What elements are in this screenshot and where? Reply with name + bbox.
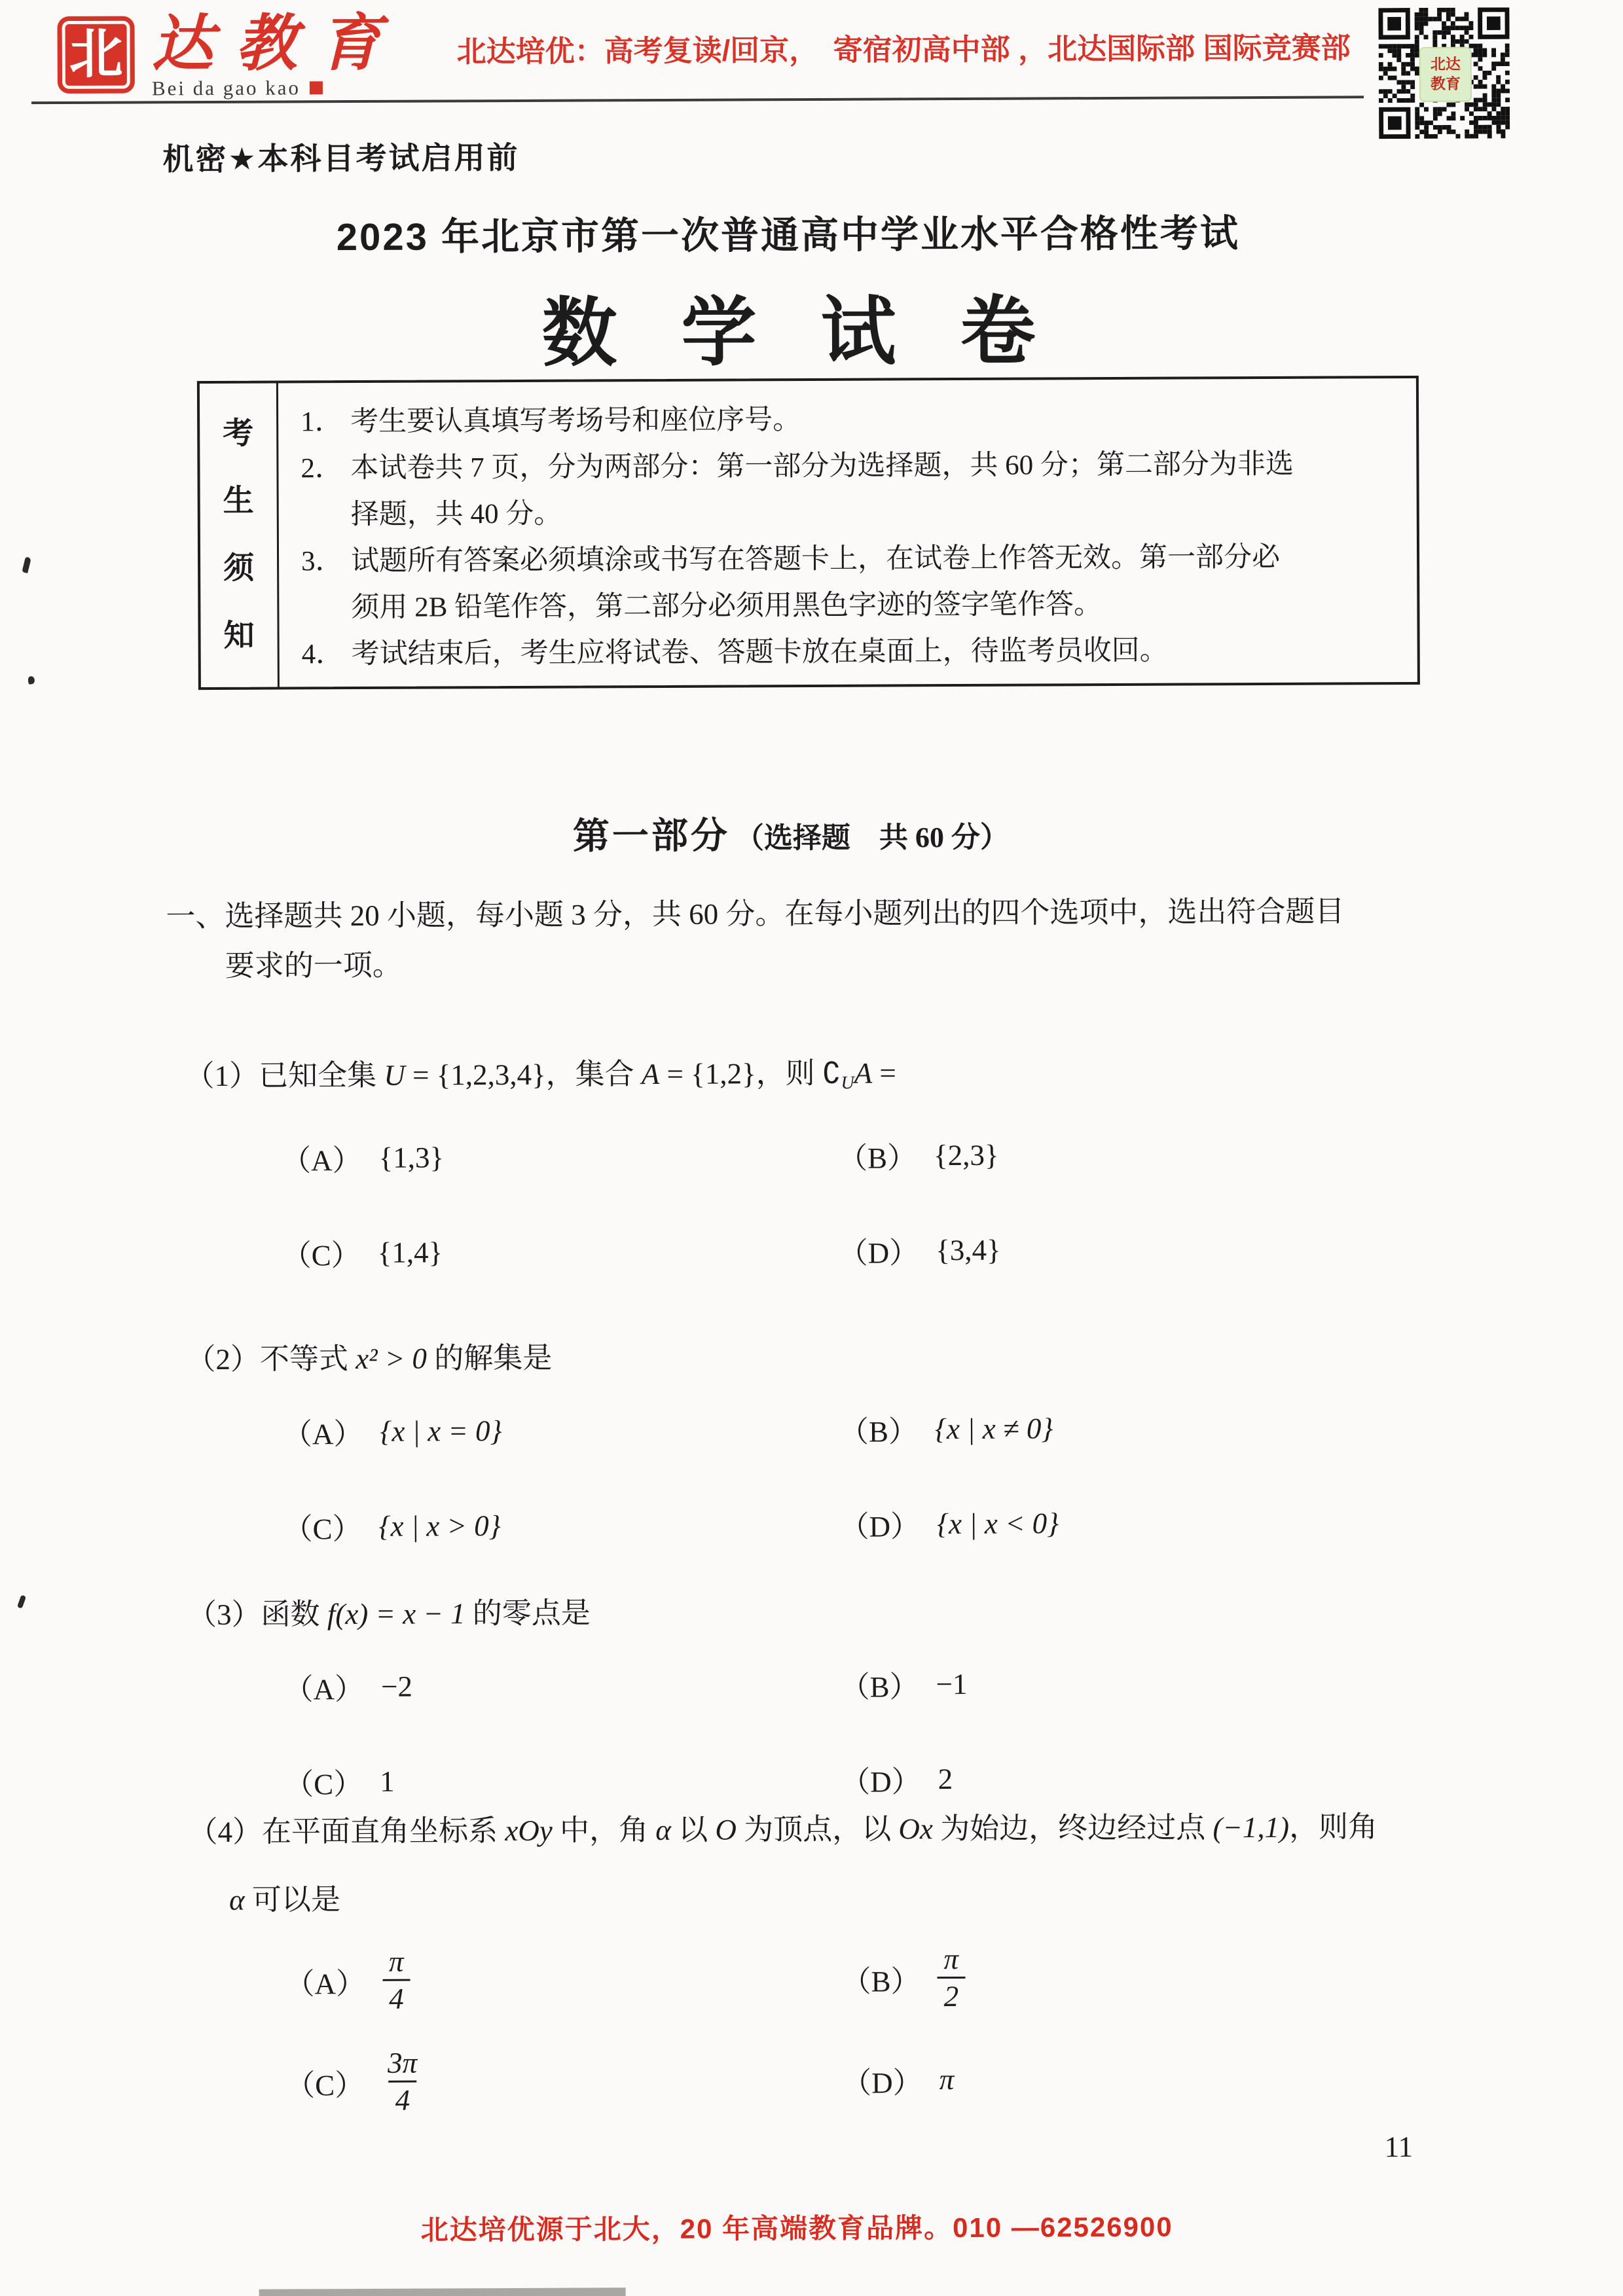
brand-square-icon	[310, 82, 323, 95]
notice-item-text	[350, 440, 1400, 538]
option	[841, 1940, 1623, 2015]
option-label: （D）	[838, 1236, 919, 1270]
option-label: （D）	[839, 1510, 921, 1544]
qr-label-line2: 教育	[1430, 75, 1461, 92]
header-tagline: 北达培优：高考复读/回京， 寄宿初高中部 ，北达国际部 国际竞赛部	[456, 31, 1351, 69]
option	[838, 1131, 1623, 1177]
notice-item-number: 1．	[301, 406, 343, 438]
notice-item-text	[350, 394, 1399, 445]
stem-line: （2）不等式 x² > 0 的解集是	[186, 1342, 553, 1376]
notice-line: 考试结束后，考生应将试卷、答题卡放在桌面上，待监考员收回。	[351, 635, 1168, 670]
fraction	[381, 2046, 424, 2117]
fraction	[382, 1945, 410, 2017]
option-label: （A）	[282, 1418, 363, 1451]
option-label: （A）	[285, 1967, 366, 2001]
notice-label-column	[200, 384, 280, 688]
questions-area	[0, 886, 1623, 2119]
option	[840, 1660, 1623, 1706]
section-intro	[166, 886, 1622, 992]
option-label: （B）	[839, 1415, 919, 1449]
fraction-denominator: 2	[938, 1977, 966, 2014]
fraction-denominator: 4	[388, 2080, 416, 2117]
notice-item-text	[351, 533, 1400, 631]
brand-seal	[57, 16, 135, 94]
option-value: {x | x < 0}	[936, 1507, 1059, 1541]
seal-character: 北	[69, 24, 123, 84]
footer-slogan: 北达培优源于北大，20 年高端教育品牌。010 —62526900	[420, 2211, 1173, 2246]
option	[842, 2055, 1623, 2101]
fraction	[937, 1943, 965, 2014]
notice-label-char: 须	[223, 551, 255, 586]
stem-line: （4）在平面直角坐标系 xOy 中，角 α 以 O 为顶点，以 Ox 为始边，终边经过点 (−1,1)，则角	[188, 1810, 1378, 1849]
fraction-numerator: π	[388, 1945, 404, 1979]
fraction-numerator: 3π	[387, 2046, 418, 2079]
stem-line: （3）函数 f(x) = x − 1 的零点是	[187, 1596, 591, 1632]
option-value: {3,4}	[936, 1233, 1001, 1267]
option	[283, 1663, 840, 1708]
scan-artifact	[27, 675, 35, 685]
question-stem	[187, 1589, 1623, 1635]
fraction-denominator: 4	[382, 1979, 410, 2017]
part1-heading	[0, 803, 1583, 863]
option-label: （B）	[837, 1141, 917, 1175]
option-label: （C）	[285, 2068, 365, 2102]
fraction-numerator: π	[943, 1943, 959, 1976]
stem-line: （1）已知全集 U = {1,2,3,4}，集合 A = {1,2}，则 ∁UA =	[185, 1056, 896, 1094]
notice-label-char: 生	[223, 484, 254, 518]
option	[839, 1226, 1623, 1272]
question-list	[0, 1050, 1623, 2119]
option-label: （C）	[282, 1239, 361, 1272]
option-value: {x | x ≠ 0}	[934, 1412, 1053, 1446]
qr-center-label	[1419, 47, 1472, 102]
option-label: （A）	[281, 1144, 362, 1177]
option-label: （D）	[841, 1765, 921, 1799]
notice-line: 择题，共 40 分。	[350, 498, 562, 531]
options-grid	[283, 1405, 1623, 1548]
option-value: {1,4}	[377, 1236, 443, 1269]
option-value: {2,3}	[933, 1138, 999, 1172]
option-label: （B）	[840, 1670, 919, 1704]
exam-title: 2023 年北京市第一次普通高中学业水平合格性考试	[336, 212, 1241, 259]
intro-line: 一、选择题共 20 小题，每小题 3 分，共 60 分。在每小题列出的四个选项中，选出符合题目	[166, 895, 1345, 933]
option	[839, 1405, 1623, 1450]
option-value: 1	[380, 1765, 395, 1798]
options-grid	[285, 1940, 1623, 2118]
brand-text-block	[151, 9, 403, 101]
brand-logo	[57, 9, 403, 101]
notice-content	[278, 378, 1417, 687]
intro-line: 要求的一项。	[225, 948, 402, 982]
option	[282, 1134, 838, 1179]
notice-label-char: 知	[223, 619, 255, 653]
brand-romanization: Bei da gao kao	[151, 76, 301, 100]
notice-item	[301, 394, 1399, 445]
option-value: π	[939, 2063, 955, 2096]
option-value: 2	[938, 1762, 953, 1796]
question-stem	[186, 1334, 1623, 1380]
qr-code	[1378, 7, 1510, 139]
candidate-notice-box	[197, 376, 1420, 690]
question	[2, 1589, 1623, 1804]
question-stem	[185, 1050, 1622, 1106]
option	[839, 1499, 1623, 1545]
stem-line: α 可以是	[228, 1883, 341, 1917]
notice-item-text	[352, 626, 1400, 677]
brand-name: 达教育	[151, 9, 403, 79]
options-grid	[282, 1131, 1623, 1274]
option	[285, 1943, 841, 2017]
notice-label-char: 考	[223, 416, 254, 451]
option	[284, 1758, 841, 1803]
brand-romanization-row	[152, 76, 403, 101]
option	[282, 1229, 839, 1274]
option	[841, 1755, 1623, 1801]
option-value: −2	[380, 1670, 413, 1703]
subject-title: 数学试卷	[541, 290, 1100, 376]
option	[283, 1503, 839, 1548]
option	[285, 2045, 842, 2118]
option-label: （C）	[283, 1513, 362, 1546]
option-value: {1,3}	[378, 1141, 445, 1174]
option-value: {x | x > 0}	[378, 1509, 501, 1543]
option-label: （D）	[842, 2066, 922, 2100]
notice-line: 须用 2B 铅笔作答，第二部分必须用黑色字迹的签字笔作答。	[351, 589, 1103, 624]
qr-label-line1: 北达	[1430, 56, 1461, 73]
notice-item-number: 2．	[301, 453, 344, 484]
notice-line: 考生要认真填写考场号和座位序号。	[350, 404, 801, 438]
notice-line: 试题所有答案必须填涂或书写在答题卡上，在试卷上作答无效。第一部分必	[350, 541, 1281, 577]
question	[0, 1050, 1623, 1276]
scan-edge-shadow	[259, 2287, 626, 2296]
options-grid	[283, 1660, 1623, 1803]
question	[1, 1334, 1623, 1549]
option-value: −1	[936, 1667, 968, 1701]
scan-artifact	[22, 556, 31, 573]
notice-item-number: 4．	[301, 639, 344, 670]
security-notice: 机密★本科目考试启用前	[162, 139, 520, 177]
option-label: （B）	[841, 1965, 921, 1998]
option-value: {x | x = 0}	[380, 1414, 502, 1448]
part1-heading-sub: （选择题 共 60 分）	[735, 821, 1010, 855]
question	[3, 1806, 1623, 2119]
part1-heading-main: 第一部分	[572, 814, 731, 857]
notice-item	[301, 533, 1400, 631]
notice-item	[302, 626, 1400, 677]
page-number: 11	[1384, 2130, 1413, 2164]
question-stem	[188, 1806, 1623, 1920]
notice-line: 本试卷共 7 页，分为两部分：第一部分为选择题，共 60 分；第二部分为非选	[350, 448, 1294, 484]
notice-item-number: 3．	[301, 546, 344, 577]
option-label: （C）	[284, 1768, 363, 1801]
option-label: （A）	[283, 1673, 365, 1706]
option	[283, 1408, 839, 1453]
notice-item	[301, 440, 1400, 538]
